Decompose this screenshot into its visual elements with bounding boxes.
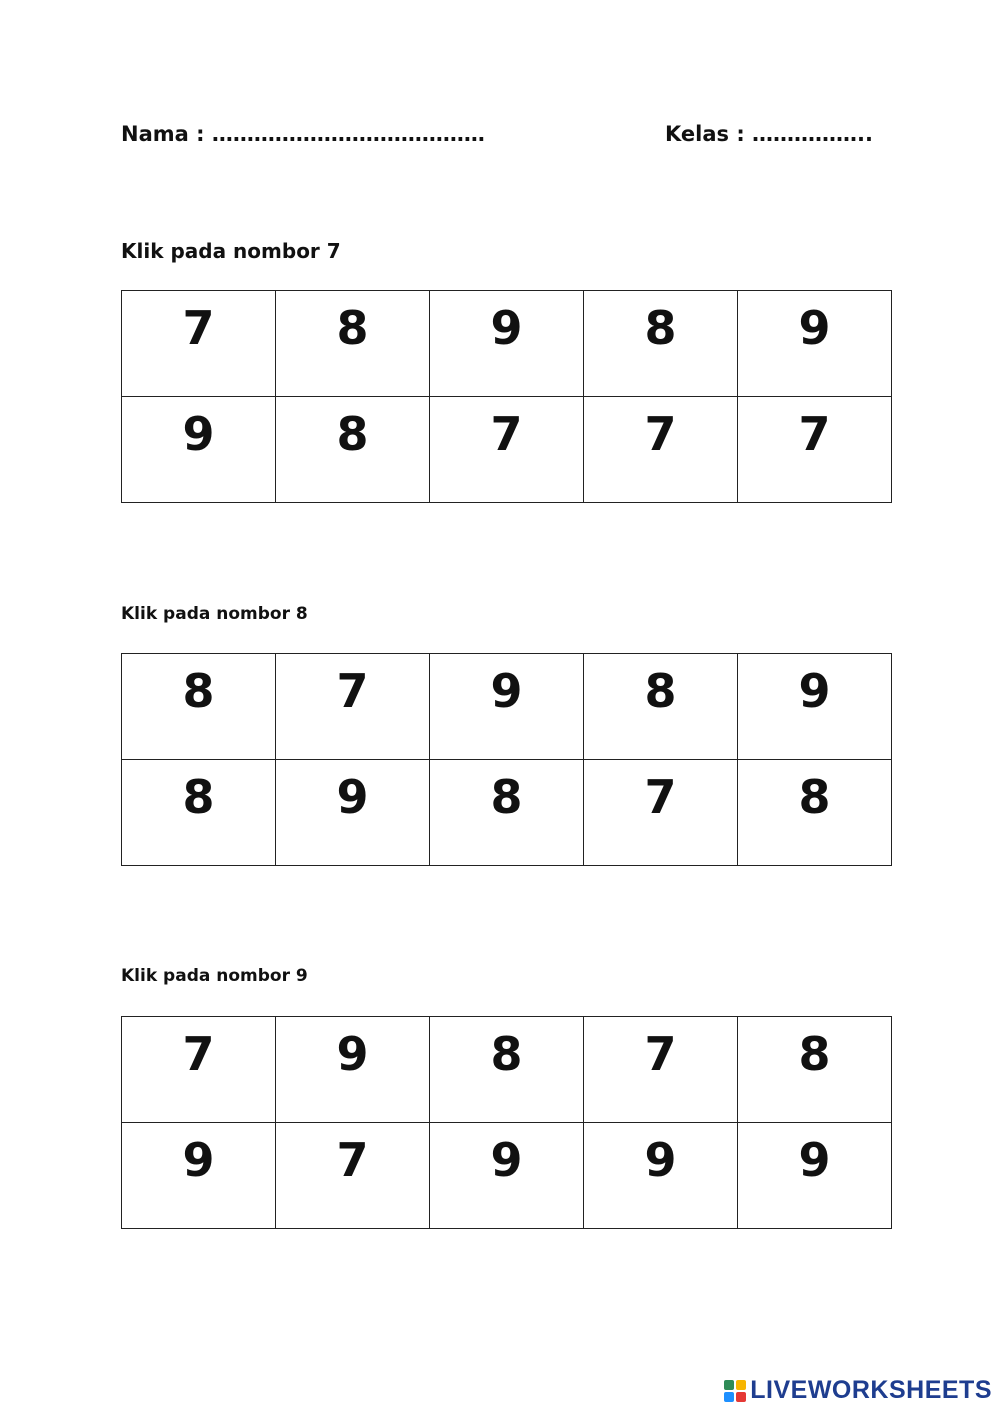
number-cell[interactable]: 7: [584, 397, 738, 503]
number-cell[interactable]: 9: [276, 760, 430, 866]
name-field-line[interactable]: Nama : …………………………………: [121, 122, 485, 146]
section-1-number-grid: [121, 290, 892, 503]
liveworksheets-logo-icon: [724, 1380, 746, 1402]
number-cell[interactable]: 8: [738, 760, 892, 866]
number-cell[interactable]: 9: [122, 1123, 276, 1229]
number-cell[interactable]: 8: [122, 654, 276, 760]
brand-wordmark: LIVEWORKSHEETS: [750, 1376, 992, 1404]
section-2-number-grid: [121, 653, 892, 866]
number-cell[interactable]: 9: [430, 291, 584, 397]
number-cell[interactable]: 9: [738, 291, 892, 397]
number-cell[interactable]: 9: [276, 1017, 430, 1123]
number-cell[interactable]: 7: [584, 1017, 738, 1123]
number-cell[interactable]: 9: [738, 1123, 892, 1229]
number-cell[interactable]: 7: [430, 397, 584, 503]
number-cell[interactable]: 8: [276, 291, 430, 397]
section-3-number-grid: [121, 1016, 892, 1229]
number-cell[interactable]: 8: [584, 291, 738, 397]
number-cell[interactable]: 7: [276, 1123, 430, 1229]
number-cell[interactable]: 8: [738, 1017, 892, 1123]
number-cell[interactable]: 8: [430, 760, 584, 866]
number-cell[interactable]: 8: [122, 760, 276, 866]
number-cell[interactable]: 8: [584, 654, 738, 760]
number-cell[interactable]: 7: [276, 654, 430, 760]
class-field-line[interactable]: Kelas : ……………..: [665, 122, 873, 146]
number-cell[interactable]: 8: [276, 397, 430, 503]
number-cell[interactable]: 9: [584, 1123, 738, 1229]
section-1-instruction: Klik pada nombor 7: [121, 239, 341, 263]
number-cell[interactable]: 7: [122, 1017, 276, 1123]
number-cell[interactable]: 7: [738, 397, 892, 503]
number-cell[interactable]: 9: [430, 1123, 584, 1229]
liveworksheets-branding: [724, 1376, 992, 1405]
section-2-instruction: Klik pada nombor 8: [121, 604, 308, 624]
number-cell[interactable]: 8: [430, 1017, 584, 1123]
number-cell[interactable]: 9: [430, 654, 584, 760]
number-cell[interactable]: 9: [122, 397, 276, 503]
number-cell[interactable]: 9: [738, 654, 892, 760]
section-3-instruction: Klik pada nombor 9: [121, 966, 308, 986]
number-cell[interactable]: 7: [122, 291, 276, 397]
number-cell[interactable]: 7: [584, 760, 738, 866]
